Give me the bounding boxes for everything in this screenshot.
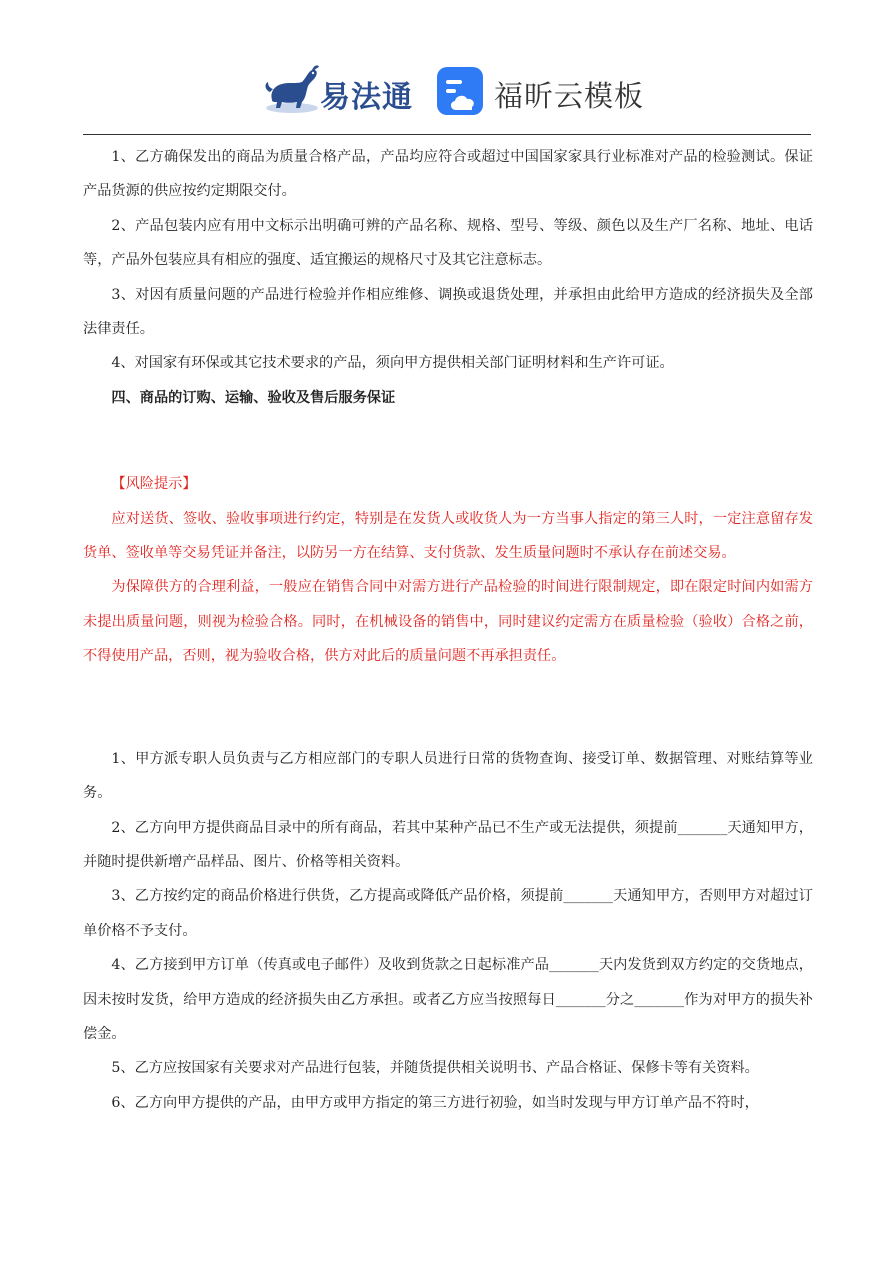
clause-paragraph: 3、对因有质量问题的产品进行检验并作相应维修、调换或退货处理，并承担由此给甲方造成的经济损失及全部法律责任。 — [83, 286, 813, 338]
spacer — [83, 415, 813, 467]
clause-paragraph: 4、对国家有环保或其它技术要求的产品，须向甲方提供相关部门证明材料和生产许可证。 — [111, 355, 674, 372]
document-body — [83, 140, 813, 1120]
clause-paragraph: 1、乙方确保发出的商品为质量合格产品，产品均应符合或超过中国国家家具行业标准对产品的检验测试。保证产品货源的供应按约定期限交付。 — [83, 149, 813, 200]
clause-paragraph: 2、乙方向甲方提供商品目录中的所有商品，若其中某种产品已不生产或无法提供，须提前_______天通知甲方，并随时提供新增产品样品、图片、价格等相关资料。 — [83, 819, 813, 870]
section-heading: 四、商品的订购、运输、验收及售后服务保证 — [111, 389, 396, 406]
risk-tip-paragraph: 应对送货、签收、验收事项进行约定，特别是在发货人或收货人为一方当事人指定的第三人时，一定注意留存发货单、签收单等交易凭证并备注，以防另一方在结算、支付货款、发生质量问题时不承认存在前述交易。 — [83, 510, 813, 562]
foxit-cloud-template-logo — [436, 66, 645, 118]
yifatong-logo-text: 易法通 — [320, 80, 413, 115]
foxit-cloud-template-text: 福昕云模板 — [494, 79, 645, 113]
clause-paragraph: 5、乙方应按国家有关要求对产品进行包装，并随货提供相关说明书、产品合格证、保修卡等有关资料。 — [111, 1060, 759, 1077]
risk-tip-title: 【风险提示】 — [111, 476, 197, 493]
foxit-cloud-icon — [436, 66, 486, 118]
qilin-icon — [262, 62, 322, 118]
spacer — [83, 674, 813, 742]
clause-paragraph: 2、产品包装内应有用中文标示出明确可辨的产品名称、规格、型号、等级、颜色以及生产厂名称、地址、电话等，产品外包装应具有相应的强度、适宜搬运的规格尺寸及其它注意标志。 — [83, 217, 813, 269]
header-divider — [83, 134, 811, 135]
clause-paragraph: 3、乙方按约定的商品价格进行供货，乙方提高或降低产品价格，须提前_______天通知甲方，否则甲方对超过订单价格不予支付。 — [83, 888, 813, 939]
risk-tip-paragraph: 为保障供方的合理利益，一般应在销售合同中对需方进行产品检验的时间进行限制规定，即在限定时间内如需方未提出质量问题，则视为检验合格。同时，在机械设备的销售中，同时建议约定需方在质量检验（验收）合格之前，不得使用产品，否则，视为验收合格，供方对此后的质量问题不再承担责任。 — [83, 579, 813, 665]
page-header — [0, 58, 893, 124]
clause-paragraph: 6、乙方向甲方提供的产品，由甲方或甲方指定的第三方进行初验，如当时发现与甲方订单产品不符时， — [111, 1094, 759, 1111]
yifatong-logo — [262, 62, 412, 118]
clause-paragraph: 1、甲方派专职人员负责与乙方相应部门的专职人员进行日常的货物查询、接受订单、数据管理、对账结算等业务。 — [83, 750, 813, 802]
clause-paragraph: 4、乙方接到甲方订单（传真或电子邮件）及收到货款之日起标准产品_______天内发货到双方约定的交货地点，因未按时发货，给甲方造成的经济损失由乙方承担。或者乙方应当按照每日_______分之_______作为对甲方的损失补偿金。 — [83, 957, 813, 1042]
